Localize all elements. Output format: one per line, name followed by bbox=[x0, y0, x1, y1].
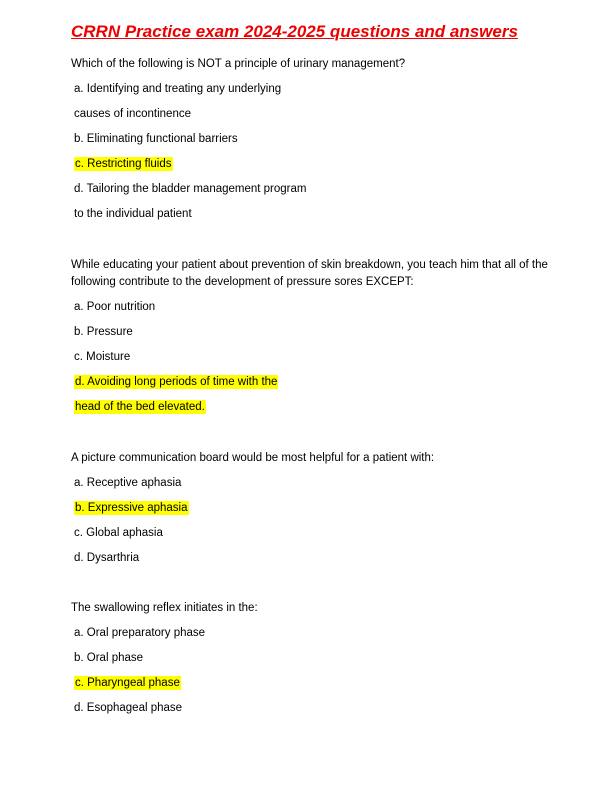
question-3-text: A picture communication board would be most helpful for a patient with: bbox=[71, 452, 435, 464]
answer-highlight: d. Avoiding long periods of time with the bbox=[75, 376, 278, 388]
question-4-option-c-answer bbox=[74, 676, 181, 691]
question-2-option-a: a. Poor nutrition bbox=[74, 301, 156, 313]
question-3-option-c: c. Global aphasia bbox=[74, 527, 163, 539]
question-1-text: Which of the following is NOT a principle of urinary management? bbox=[71, 58, 406, 70]
question-1-option-c-answer bbox=[74, 157, 173, 172]
question-1-option-d-continued: to the individual patient bbox=[74, 208, 192, 220]
question-2-option-d-answer-continued bbox=[74, 400, 206, 415]
answer-highlight: c. Restricting fluids bbox=[75, 158, 172, 170]
question-3-option-a: a. Receptive aphasia bbox=[74, 477, 182, 489]
question-4-text: The swallowing reflex initiates in the: bbox=[71, 602, 258, 614]
question-4-option-b: b. Oral phase bbox=[74, 652, 144, 664]
question-2-option-c: c. Moisture bbox=[74, 351, 131, 363]
question-4-option-d: d. Esophageal phase bbox=[74, 702, 183, 714]
question-1-option-a: a. Identifying and treating any underlying bbox=[74, 83, 282, 95]
question-2-option-b: b. Pressure bbox=[74, 326, 133, 338]
question-1-option-b: b. Eliminating functional barriers bbox=[74, 133, 238, 145]
answer-highlight: head of the bed elevated. bbox=[75, 401, 205, 413]
question-3-option-d: d. Dysarthria bbox=[74, 552, 140, 564]
page-title: CRRN Practice exam 2024-2025 questions and answers bbox=[71, 22, 518, 41]
question-3-option-b-answer bbox=[74, 501, 189, 516]
answer-highlight: b. Expressive aphasia bbox=[75, 502, 188, 514]
answer-highlight: c. Pharyngeal phase bbox=[75, 677, 180, 689]
question-2-option-d-answer bbox=[74, 375, 278, 390]
question-2-text-line-1: While educating your patient about prevention of skin breakdown, you teach him that all of the bbox=[71, 259, 548, 271]
question-2-text-line-2: following contribute to the development of pressure sores EXCEPT: bbox=[71, 276, 414, 288]
question-1-option-a-continued: causes of incontinence bbox=[74, 108, 191, 120]
question-1-option-d: d. Tailoring the bladder management program bbox=[74, 183, 307, 195]
question-4-option-a: a. Oral preparatory phase bbox=[74, 627, 206, 639]
